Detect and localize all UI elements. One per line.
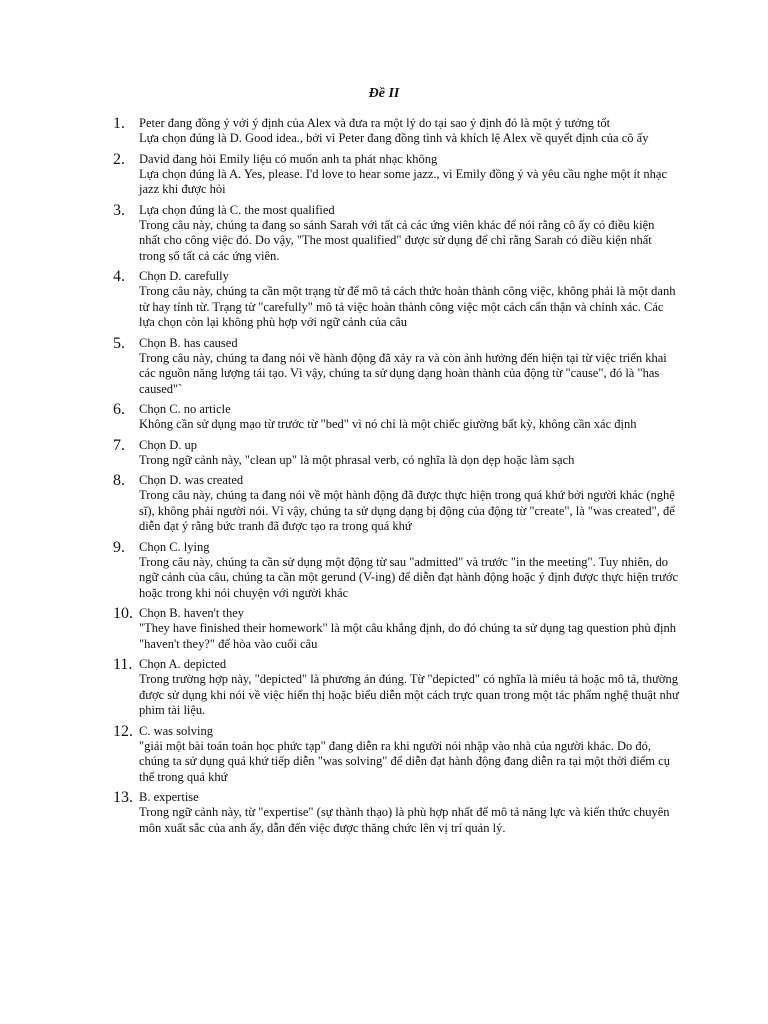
item-explanation: Trong câu này, chúng ta đang nói về hành động đã xảy ra và còn ảnh hưởng đến hiện tại từ việc triển khai các nguồn năng lượng tái tạo. Vì vậy, chúng ta sử dụng dạng hoàn thành của động từ "cause", đó là "has caused"` xyxy=(139,350,667,396)
item-answer: C. was solving xyxy=(139,723,213,738)
item-explanation: Trong ngữ cảnh này, từ "expertise" (sự thành thạo) là phù hợp nhất để mô tả năng lực và kiến thức chuyên môn xuất sắc của anh ấy, dẫn đến việc được thăng chức lên vị trí quản lý. xyxy=(139,805,670,835)
item-explanation: Lựa chọn đúng là A. Yes, please. I'd love to hear some jazz., vì Emily đồng ý và yêu cầu nghe một ít nhạc jazz khi được hỏi xyxy=(139,166,667,196)
item-number: 12. xyxy=(113,722,133,740)
item-answer: Chọn B. haven't they xyxy=(139,606,245,620)
list-item xyxy=(0,789,768,836)
item-answer: Chọn D. carefully xyxy=(139,269,229,283)
item-number: 9. xyxy=(113,538,125,556)
item-explanation: Trong trường hợp này, "depicted" là phương án đúng. Từ "depicted" có nghĩa là miêu tả hoặc mô tả, thường được sử dụng khi nói về việc hiển thị hoặc biểu diễn một cách trực quan trong một tác phẩm nghệ thuật như phim tài liệu. xyxy=(139,672,679,717)
list-item xyxy=(0,268,768,331)
list-item xyxy=(0,335,768,398)
item-answer: Lựa chọn đúng là C. the most qualified xyxy=(139,202,335,217)
item-number: 13. xyxy=(113,789,133,806)
item-answer: Chọn A. depicted xyxy=(139,657,227,671)
item-number: 5. xyxy=(113,334,125,352)
answer-list xyxy=(0,115,768,840)
item-answer: Peter đang đồng ý với ý định của Alex và đưa ra một lý do tại sao ý định đó là một ý tưởng tốt xyxy=(139,116,611,130)
list-item xyxy=(0,151,768,198)
item-number: 3. xyxy=(113,201,125,219)
item-answer: Chọn D. was created xyxy=(139,473,244,487)
item-explanation: Không cần sử dụng mạo từ trước từ "bed" vì nó chỉ là một chiếc giường bất kỳ, không cần xác định xyxy=(139,417,637,431)
item-number: 7. xyxy=(113,436,125,454)
item-answer: Chọn D. up xyxy=(139,437,197,452)
item-explanation: "They have finished their homework" là một câu khẳng định, do đó chúng ta sử dụng tag question phủ định "haven't they?" để hòa vào cuối câu xyxy=(139,621,677,651)
list-item xyxy=(0,539,768,602)
item-explanation: "giải một bài toán toán học phức tạp" đang diễn ra khi người nói nhập vào nhà của người khác. Do đó, chúng ta sử dụng quá khứ tiếp diễn "was solving" để diễn đạt hành động đang diễn ra tại một thời điểm cụ thể trong quá khứ xyxy=(139,738,670,784)
list-item xyxy=(0,437,768,469)
item-number: 4. xyxy=(113,268,125,285)
page-title: Đề II xyxy=(368,86,400,101)
item-number: 1. xyxy=(113,115,125,132)
item-number: 6. xyxy=(113,401,125,418)
item-answer: Chọn C. lying xyxy=(139,539,210,554)
item-number: 11. xyxy=(113,656,133,673)
item-answer: B. expertise xyxy=(139,790,199,804)
item-number: 10. xyxy=(113,605,133,622)
item-explanation: Trong câu này, chúng ta cần một trạng từ để mô tả cách thức hoàn thành công việc, không phải là một danh từ hay tính từ. Trạng từ "carefully" mô tả việc hoàn thành công việc một cách cẩn thận và chính xác. Các lựa chọn còn lại không phù hợp với ngữ cảnh của câu xyxy=(139,284,676,329)
list-item xyxy=(0,605,768,652)
list-item xyxy=(0,401,768,433)
list-item xyxy=(0,723,768,786)
item-answer: Chọn B. has caused xyxy=(139,335,238,350)
item-explanation: Trong câu này, chúng ta đang so sánh Sarah với tất cả các ứng viên khác để nói rằng cô ấy có điều kiện nhất cho công việc đó. Do vậy, "The most qualified" được sử dụng để chỉ rằng Sarah có điều kiện nhất trong số tất cả các ứng viên. xyxy=(139,217,655,263)
item-number: 2. xyxy=(113,150,125,168)
item-explanation: Lựa chọn đúng là D. Good idea., bởi vì Peter đang đồng tình và khích lệ Alex về quyết định của cô ấy xyxy=(139,131,649,145)
list-item xyxy=(0,656,768,719)
item-explanation: Trong câu này, chúng ta đang nói về một hành động đã được thực hiện trong quá khứ bởi người khác (nghệ sĩ), không phải người nói. Vì vậy, chúng ta sử dụng dạng bị động của động từ "create", là "was created", để diễn đạt ý rằng bức tranh đã được tạo ra trong quá khứ xyxy=(139,488,675,533)
list-item xyxy=(0,202,768,265)
item-explanation: Trong câu này, chúng ta cần sử dụng một động từ sau "admitted" và trước "in the meeting". Tuy nhiên, do ngữ cảnh của câu, chúng ta cần một gerund (V-ing) để diễn đạt hành động hoặc ý định được thực hiện trước hoặc trong khi nói chuyện với người khác xyxy=(139,554,679,600)
list-item xyxy=(0,472,768,535)
list-item xyxy=(0,115,768,147)
item-answer: Chọn C. no article xyxy=(139,402,231,416)
item-explanation: Trong ngữ cảnh này, "clean up" là một phrasal verb, có nghĩa là dọn dẹp hoặc làm sạch xyxy=(139,452,575,467)
item-answer: David đang hỏi Emily liệu có muốn anh ta phát nhạc không xyxy=(139,151,438,166)
item-number: 8. xyxy=(113,472,125,489)
